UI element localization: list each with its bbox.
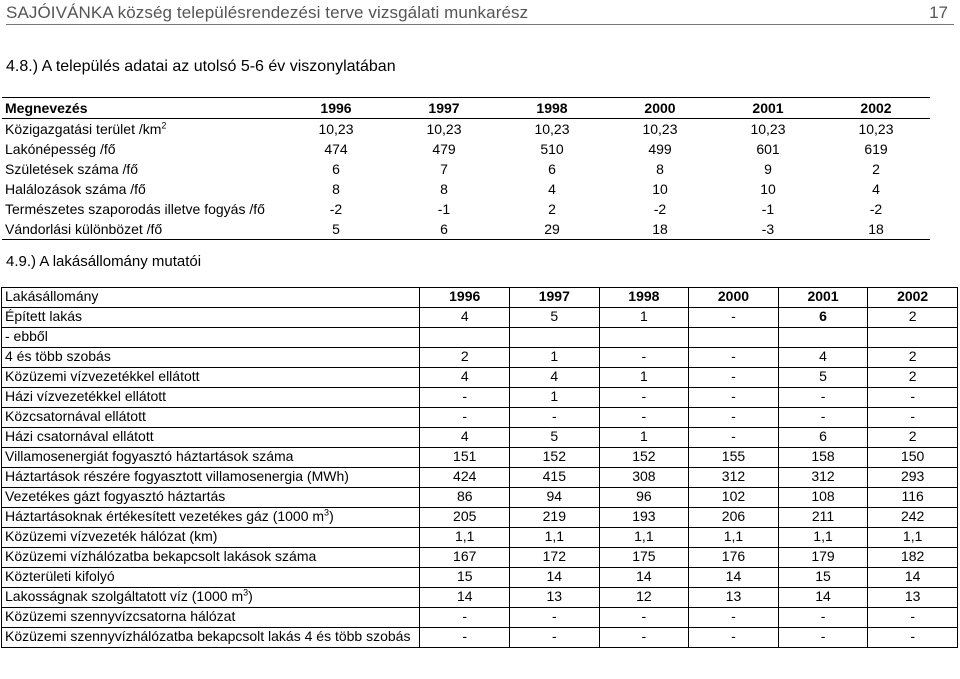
table-cell: 18 bbox=[822, 219, 930, 240]
table-row bbox=[2, 159, 930, 179]
table-cell bbox=[599, 328, 689, 348]
table-cell: 1,1 bbox=[599, 528, 689, 548]
table-cell: 2 bbox=[420, 348, 510, 368]
table-cell: 14 bbox=[689, 568, 779, 588]
section-title-settlement-data: 4.8.) A település adatai az utolsó 5-6 év viszonylatában bbox=[6, 58, 396, 75]
row-label-text: Természetes szaporodás illetve fogyás /fő bbox=[5, 201, 265, 217]
table-cell: 601 bbox=[756, 141, 780, 157]
table-cell: - bbox=[510, 628, 600, 648]
table-row bbox=[2, 468, 958, 488]
header-divider bbox=[6, 24, 954, 25]
table-cell: 2 bbox=[868, 368, 958, 388]
table-cell: - bbox=[778, 608, 868, 628]
table-cell: 4 bbox=[548, 181, 556, 197]
table-cell: 176 bbox=[689, 548, 779, 568]
table-cell: - bbox=[868, 408, 958, 428]
table-cell: 182 bbox=[868, 548, 958, 568]
table-cell: -2 bbox=[329, 201, 343, 217]
table-cell: 2 bbox=[548, 201, 556, 217]
row-label bbox=[2, 628, 420, 648]
column-header-year: 1998 bbox=[599, 288, 689, 308]
table-cell: 6 bbox=[548, 161, 556, 177]
table-cell: 14 bbox=[778, 588, 868, 608]
table-cell: 4 bbox=[510, 368, 600, 388]
table-cell: 151 bbox=[420, 448, 510, 468]
column-header-year: 1998 bbox=[498, 98, 606, 119]
unit-superscript: 2 bbox=[161, 120, 167, 131]
table-cell: - bbox=[689, 408, 779, 428]
table-cell: - bbox=[689, 608, 779, 628]
table-cell: 415 bbox=[510, 468, 600, 488]
table-cell: 14 bbox=[510, 568, 600, 588]
column-header-year: 2000 bbox=[689, 288, 779, 308]
table-cell: 4 bbox=[872, 181, 880, 197]
table-cell: - bbox=[689, 348, 779, 368]
document-header-title: SAJÓIVÁNKA község településrendezési terve vizsgálati munkarész bbox=[6, 3, 529, 22]
table-cell: - bbox=[689, 368, 779, 388]
table-cell: 13 bbox=[868, 588, 958, 608]
table-cell: 14 bbox=[868, 568, 958, 588]
page-number: 17 bbox=[929, 3, 948, 22]
table-cell: 9 bbox=[764, 161, 772, 177]
table-row bbox=[2, 428, 958, 448]
table-cell bbox=[420, 328, 510, 348]
table-cell: 4 bbox=[420, 368, 510, 388]
table-row bbox=[2, 608, 958, 628]
table-header-row bbox=[2, 98, 930, 119]
table-cell: - bbox=[599, 348, 689, 368]
row-label-suffix: ) bbox=[329, 508, 334, 524]
table-cell: 499 bbox=[648, 141, 672, 157]
table-cell: 172 bbox=[510, 548, 600, 568]
row-label bbox=[2, 348, 420, 368]
table-cell: 96 bbox=[599, 488, 689, 508]
row-label-text: Házi vízvezetékkel ellátott bbox=[5, 388, 167, 404]
row-label bbox=[2, 368, 420, 388]
table-cell: - bbox=[778, 628, 868, 648]
table-cell: 10,23 bbox=[426, 121, 462, 137]
table-cell: - bbox=[599, 628, 689, 648]
column-header-year: 2002 bbox=[868, 288, 958, 308]
table-cell: - bbox=[510, 408, 600, 428]
table-cell: 6 bbox=[390, 219, 498, 240]
row-label-text: Háztartások részére fogyasztott villamosenergia (MWh) bbox=[5, 468, 349, 484]
table-cell: 8 bbox=[332, 181, 340, 197]
table-cell: -2 bbox=[653, 201, 667, 217]
row-label-text: Közüzemi vízvezeték hálózat (km) bbox=[5, 528, 218, 544]
row-label bbox=[2, 119, 282, 140]
row-label-text: Háztartásoknak értékesített vezetékes gáz (1000 m bbox=[5, 508, 325, 524]
table-cell: 116 bbox=[868, 488, 958, 508]
row-label bbox=[2, 448, 420, 468]
row-label-text: Közigazgatási terület /km bbox=[5, 121, 162, 137]
table-cell: 10,23 bbox=[858, 121, 894, 137]
table-cell: 4 bbox=[778, 348, 868, 368]
table-cell: 1 bbox=[599, 368, 689, 388]
table-cell: - bbox=[510, 608, 600, 628]
table-cell: 1 bbox=[599, 428, 689, 448]
row-label bbox=[2, 468, 420, 488]
table-row bbox=[2, 219, 930, 240]
table-cell: 152 bbox=[599, 448, 689, 468]
table-cell: - bbox=[420, 628, 510, 648]
table-cell: 108 bbox=[778, 488, 868, 508]
table-cell: 10,23 bbox=[318, 121, 354, 137]
table-cell: 152 bbox=[510, 448, 600, 468]
table-cell: 10 bbox=[652, 181, 668, 197]
table-cell: - bbox=[689, 388, 779, 408]
row-label-text: Halálozások száma /fő bbox=[5, 181, 146, 197]
table-cell: 1,1 bbox=[778, 528, 868, 548]
table-cell: 18 bbox=[606, 219, 714, 240]
table-cell: - bbox=[420, 608, 510, 628]
table-cell: 5 bbox=[510, 428, 600, 448]
row-label bbox=[2, 219, 282, 240]
row-label bbox=[2, 199, 282, 219]
row-label-text: Villamosenergiát fogyasztó háztartások száma bbox=[5, 448, 294, 464]
table-cell: -2 bbox=[869, 201, 883, 217]
table-cell: 86 bbox=[420, 488, 510, 508]
row-label-text: Születések száma /fő bbox=[5, 161, 139, 177]
column-header-year: 1996 bbox=[282, 98, 390, 119]
housing-stock-table bbox=[1, 287, 958, 648]
table-row bbox=[2, 548, 958, 568]
table-row bbox=[2, 348, 958, 368]
table-cell: 4 bbox=[420, 428, 510, 448]
table-cell: 479 bbox=[432, 141, 456, 157]
row-label-text: Közüzemi vízhálózatba bekapcsolt lakások száma bbox=[5, 548, 317, 564]
table-cell bbox=[510, 328, 600, 348]
table-cell: 179 bbox=[778, 548, 868, 568]
table-cell: 13 bbox=[689, 588, 779, 608]
table-row bbox=[2, 179, 930, 199]
row-label bbox=[2, 568, 420, 588]
table-cell: - bbox=[689, 308, 779, 328]
column-header-year: 1997 bbox=[510, 288, 600, 308]
table-cell: 8 bbox=[440, 181, 448, 197]
row-label-text: Közcsatornával ellátott bbox=[5, 408, 146, 424]
unit-superscript: 3 bbox=[324, 507, 330, 518]
row-label-text: Vezetékes gázt fogyasztó háztartás bbox=[5, 488, 226, 504]
table-cell: 155 bbox=[689, 448, 779, 468]
table-cell: 312 bbox=[778, 468, 868, 488]
table-cell: 5 bbox=[282, 219, 390, 240]
row-label bbox=[2, 388, 420, 408]
table-cell: - bbox=[599, 388, 689, 408]
table-header-row bbox=[2, 288, 958, 308]
column-header-label: Lakásállomány bbox=[2, 288, 420, 308]
table-row bbox=[2, 568, 958, 588]
row-label-text: Épített lakás bbox=[5, 308, 83, 324]
table-cell: 205 bbox=[420, 508, 510, 528]
table-cell: - bbox=[868, 388, 958, 408]
row-label bbox=[2, 508, 420, 528]
row-label-text: Lakosságnak szolgáltatott víz (1000 m bbox=[5, 588, 244, 604]
section-title-housing-stock: 4.9.) A lakásállomány mutatói bbox=[6, 253, 202, 270]
unit-superscript: 3 bbox=[243, 587, 249, 598]
column-header-year: 2000 bbox=[606, 98, 714, 119]
row-label-text: Vándorlási különbözet /fő bbox=[5, 221, 163, 237]
table-cell: - bbox=[420, 388, 510, 408]
row-label-text: Közterületi kifolyó bbox=[5, 568, 115, 584]
table-cell bbox=[868, 328, 958, 348]
table-cell: 211 bbox=[778, 508, 868, 528]
table-row bbox=[2, 139, 930, 159]
row-label bbox=[2, 179, 282, 199]
column-header-year: 2001 bbox=[778, 288, 868, 308]
table-cell: 1,1 bbox=[510, 528, 600, 548]
row-label-text: Közüzemi vízvezetékkel ellátott bbox=[5, 368, 200, 384]
table-cell: - bbox=[778, 388, 868, 408]
settlement-data-table bbox=[2, 97, 930, 240]
column-header-label: Megnevezés bbox=[2, 98, 282, 119]
row-label bbox=[2, 588, 420, 608]
table-row bbox=[2, 408, 958, 428]
table-row bbox=[2, 368, 958, 388]
table-cell: - bbox=[868, 628, 958, 648]
table-cell: 2 bbox=[868, 348, 958, 368]
table-cell: 308 bbox=[599, 468, 689, 488]
table-cell: 1 bbox=[510, 388, 600, 408]
table-cell: 5 bbox=[778, 368, 868, 388]
row-label-text: Lakónépesség /fő bbox=[5, 141, 116, 157]
row-label bbox=[2, 408, 420, 428]
table-cell: -1 bbox=[761, 201, 775, 217]
table-row bbox=[2, 508, 958, 528]
table-cell: 2 bbox=[868, 308, 958, 328]
table-cell: 4 bbox=[420, 308, 510, 328]
table-cell bbox=[778, 328, 868, 348]
table-cell: 14 bbox=[420, 588, 510, 608]
row-label-text: Közüzemi szennyvízhálózatba bekapcsolt lakás 4 és több szobás bbox=[5, 628, 411, 644]
table-cell: 6 bbox=[332, 161, 340, 177]
table-cell: 7 bbox=[440, 161, 448, 177]
table-row bbox=[2, 199, 930, 219]
table-cell: - bbox=[599, 408, 689, 428]
table-cell: 510 bbox=[540, 141, 564, 157]
row-label-suffix: ) bbox=[248, 588, 253, 604]
table-cell: 10,23 bbox=[750, 121, 786, 137]
table-row bbox=[2, 628, 958, 648]
table-cell: 424 bbox=[420, 468, 510, 488]
table-cell: 1 bbox=[510, 348, 600, 368]
table-cell: 1,1 bbox=[868, 528, 958, 548]
row-label-text: - ebből bbox=[5, 328, 48, 344]
table-cell: -1 bbox=[437, 201, 451, 217]
row-label bbox=[2, 328, 420, 348]
table-cell bbox=[689, 328, 779, 348]
row-label bbox=[2, 428, 420, 448]
table-cell: - bbox=[420, 408, 510, 428]
row-label bbox=[2, 159, 282, 179]
table-cell: 150 bbox=[868, 448, 958, 468]
table-row bbox=[2, 448, 958, 468]
table-cell: 206 bbox=[689, 508, 779, 528]
table-cell: 312 bbox=[689, 468, 779, 488]
table-cell: 474 bbox=[324, 141, 348, 157]
table-row bbox=[2, 308, 958, 328]
table-cell: 6 bbox=[778, 428, 868, 448]
table-cell: 242 bbox=[868, 508, 958, 528]
row-label bbox=[2, 308, 420, 328]
table-cell: 293 bbox=[868, 468, 958, 488]
table-cell: -3 bbox=[714, 219, 822, 240]
table-cell: 193 bbox=[599, 508, 689, 528]
table-cell: 167 bbox=[420, 548, 510, 568]
column-header-year: 2001 bbox=[714, 98, 822, 119]
row-label-text: Közüzemi szennyvízcsatorna hálózat bbox=[5, 608, 236, 624]
row-label bbox=[2, 488, 420, 508]
table-cell: - bbox=[599, 608, 689, 628]
table-cell: 6 bbox=[778, 308, 868, 328]
table-row bbox=[2, 328, 958, 348]
table-cell: 14 bbox=[599, 568, 689, 588]
table-cell: 15 bbox=[420, 568, 510, 588]
table-row bbox=[2, 588, 958, 608]
table-cell: 158 bbox=[778, 448, 868, 468]
table-cell: 102 bbox=[689, 488, 779, 508]
table-cell: 10,23 bbox=[642, 121, 678, 137]
table-cell: 1 bbox=[599, 308, 689, 328]
row-label-text: 4 és több szobás bbox=[5, 348, 111, 364]
table-cell: 15 bbox=[778, 568, 868, 588]
table-cell: 619 bbox=[864, 141, 888, 157]
table-cell: - bbox=[689, 628, 779, 648]
table-cell: 8 bbox=[656, 161, 664, 177]
column-header-year: 2002 bbox=[822, 98, 930, 119]
row-label bbox=[2, 548, 420, 568]
table-cell: - bbox=[868, 608, 958, 628]
table-cell: 13 bbox=[510, 588, 600, 608]
row-label bbox=[2, 608, 420, 628]
table-cell: - bbox=[689, 428, 779, 448]
table-cell: 1,1 bbox=[689, 528, 779, 548]
row-label-text: Házi csatornával ellátott bbox=[5, 428, 154, 444]
table-row bbox=[2, 388, 958, 408]
column-header-year: 1997 bbox=[390, 98, 498, 119]
table-cell: 219 bbox=[510, 508, 600, 528]
table-cell: 29 bbox=[498, 219, 606, 240]
table-cell: 94 bbox=[510, 488, 600, 508]
table-row bbox=[2, 119, 930, 140]
table-cell: 5 bbox=[510, 308, 600, 328]
column-header-year: 1996 bbox=[420, 288, 510, 308]
table-cell: 175 bbox=[599, 548, 689, 568]
table-cell: 2 bbox=[868, 428, 958, 448]
table-cell: 1,1 bbox=[420, 528, 510, 548]
row-label bbox=[2, 528, 420, 548]
table-cell: - bbox=[778, 408, 868, 428]
row-label bbox=[2, 139, 282, 159]
table-cell: 10,23 bbox=[534, 121, 570, 137]
table-cell: 12 bbox=[599, 588, 689, 608]
table-row bbox=[2, 528, 958, 548]
table-cell: 10 bbox=[760, 181, 776, 197]
table-row bbox=[2, 488, 958, 508]
table-cell: 2 bbox=[872, 161, 880, 177]
